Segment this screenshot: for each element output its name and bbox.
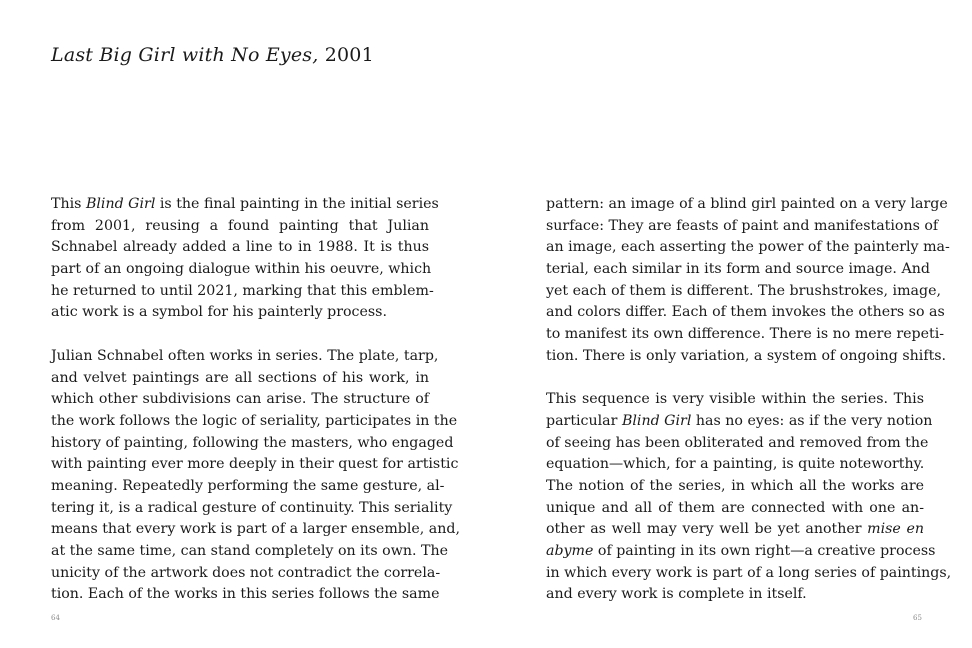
text-line: means that every work is part of a larger ensemble, and, bbox=[51, 521, 460, 538]
text-line: at the same time, can stand completely on its own. The bbox=[51, 543, 449, 559]
text-line: other as well may very well be yet another mise en bbox=[546, 521, 924, 538]
text-line: from 2001, reusing a found painting that Julian bbox=[51, 217, 429, 234]
italic-title: Blind Girl bbox=[85, 196, 156, 212]
text-line: he returned to until 2021, marking that this emblem- bbox=[51, 282, 434, 299]
page-number-right: 65 bbox=[913, 614, 922, 622]
text-line: the work follows the logic of seriality, participates in the bbox=[51, 412, 458, 429]
text-line: This sequence is very visible within the series. This bbox=[546, 391, 924, 408]
text-line: particular Blind Girl has no eyes: as if the very notion bbox=[546, 412, 933, 429]
page-number-left: 64 bbox=[51, 614, 60, 622]
italic-title: mise en bbox=[867, 521, 924, 538]
text-line: unique and all of them are connected with one an- bbox=[546, 499, 924, 516]
text-line: terial, each similar in its form and source image. And bbox=[546, 261, 930, 278]
text-line: of seeing has been obliterated and removed from the bbox=[546, 434, 929, 451]
paragraph-gap bbox=[546, 368, 924, 390]
left-paragraph-1 bbox=[51, 194, 439, 324]
text-line: yet each of them is different. The brushstrokes, image, bbox=[546, 282, 941, 299]
text-line: tering it, is a radical gesture of continuity. This seriality bbox=[51, 499, 453, 516]
text-line: to manifest its own difference. There is no mere repeti- bbox=[546, 326, 945, 343]
text-line: atic work is a symbol for his painterly process. bbox=[51, 304, 387, 321]
text-line: tion. There is only variation, a system of ongoing shifts. bbox=[546, 347, 947, 364]
text-line: with painting ever more deeply in their quest for artistic bbox=[51, 456, 459, 473]
italic-title: Blind Girl bbox=[621, 412, 692, 429]
text-line: part of an ongoing dialogue within his oeuvre, which bbox=[51, 261, 432, 278]
artwork-title-text: Last Big Girl with No Eyes, bbox=[51, 44, 319, 66]
text-line: in which every work is part of a long series of paintings, bbox=[546, 564, 952, 581]
text-line: abyme of painting in its own right—a creative process bbox=[546, 543, 936, 559]
text-line: The notion of the series, in which all the works are bbox=[546, 477, 924, 494]
text-line: This Blind Girl is the final painting in the initial series bbox=[51, 196, 439, 212]
text-line: Schnabel already added a line to in 1988. It is thus bbox=[51, 239, 429, 256]
italic-title: abyme bbox=[546, 543, 594, 559]
text-line: and every work is complete in itself. bbox=[546, 586, 807, 603]
artwork-title-year: 2001 bbox=[324, 44, 374, 66]
text-line: equation—which, for a painting, is quite noteworthy. bbox=[546, 456, 925, 473]
text-line: tion. Each of the works in this series follows the same bbox=[51, 586, 440, 603]
left-page-text-column bbox=[51, 194, 460, 606]
left-paragraph-2 bbox=[51, 346, 460, 606]
text-line: history of painting, following the masters, who engaged bbox=[51, 434, 454, 451]
text-line: unicity of the artwork does not contradict the correla- bbox=[51, 564, 441, 581]
text-line: meaning. Repeatedly performing the same gesture, al- bbox=[51, 477, 445, 494]
right-page-text-column bbox=[546, 194, 952, 606]
text-line: pattern: an image of a blind girl painted on a very large bbox=[546, 196, 948, 212]
artwork-title bbox=[51, 44, 374, 66]
text-line: and colors differ. Each of them invokes the others so as bbox=[546, 304, 945, 321]
right-paragraph-1 bbox=[546, 194, 950, 368]
text-line: Julian Schnabel often works in series. The plate, tarp, bbox=[51, 347, 439, 364]
text-line: an image, each asserting the power of the painterly ma- bbox=[546, 239, 950, 256]
text-line: and velvet paintings are all sections of his work, in bbox=[51, 369, 429, 386]
text-line: which other subdivisions can arise. The structure of bbox=[51, 391, 429, 408]
text-line: surface: They are feasts of paint and manifestations of bbox=[546, 217, 939, 234]
paragraph-gap bbox=[51, 324, 429, 346]
right-paragraph-2 bbox=[546, 389, 952, 606]
